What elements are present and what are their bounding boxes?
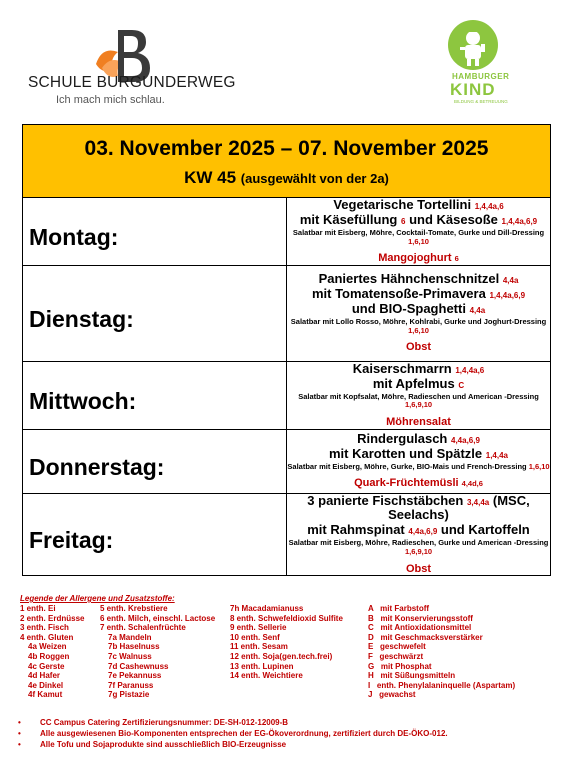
allergen-codes: 1,4,4a,6,9 [489,291,526,301]
salad-bar [287,318,550,335]
dish-line [287,447,550,462]
legend-item: 10 enth. Senf [230,632,280,642]
legend-item: 8 enth. Schwefeldioxid Sulfite [230,613,343,623]
dish-line [287,272,550,287]
dish-text: und Käsesoße [409,211,498,227]
dish-line [287,432,550,447]
legend-item: C mit Antioxidationsmittel [368,623,472,633]
salad-bar [287,229,550,246]
legend-item: 13 enth. Lupinen [230,661,294,671]
dish-line [287,523,550,538]
legend-item: 3 enth. Fisch [20,623,69,633]
legend-item: 9 enth. Sellerie [230,623,287,633]
allergen-codes: 1,6,9,10 [404,546,433,556]
legend-item: 4e Dinkel [28,680,64,690]
legend-item: E geschwefelt [368,642,426,652]
dish-text: 3 panierte Fischstäbchen [307,492,464,508]
legend-col-1 [20,604,84,700]
day-name: Freitag: [23,493,287,576]
kw-note: (ausgewählt von der 2a) [240,170,389,186]
legend-col-3 [230,604,343,681]
dish-text: mit Käsefüllung [299,211,398,227]
allergen-codes: 1,6,10 [408,236,429,246]
note-item: • Alle Tofu und Sojaprodukte sind ausschließlich BIO-Erzeugnisse [40,739,448,750]
legend-item: 7c Walnuss [108,651,152,661]
day-name: Montag: [23,198,287,266]
dessert [287,477,550,490]
dish-text: Kaiserschmarrn [352,360,452,376]
dish-text: mit Rahmspinat [307,522,405,538]
legend-col-4 [368,604,515,700]
legend-item: G mit Phosphat [368,661,432,671]
legend-item: 7g Pistazie [108,690,150,700]
dish-text: Paniertes Hähnchenschnitzel [318,271,500,287]
legend-item: 4c Gerste [28,661,65,671]
salad-text: Salatbar mit Kopfsalat, Möhre, Radieschen und American -Dressing [298,391,539,401]
legend-item: 7a Mandeln [108,632,152,642]
legend-title: Legende der Allergene und Zusatzstoffe: [20,594,175,603]
legend-item: 7e Pekannuss [108,671,162,681]
dessert-text: Obst [405,562,432,575]
day-row [23,361,551,429]
allergen-codes: 4,4a [502,276,519,286]
allergen-codes: 4,4d,6 [461,479,483,489]
day-name: Mittwoch: [23,361,287,429]
allergen-legend [20,594,560,714]
dessert [287,563,550,576]
allergen-codes: 3,4,4a [466,497,490,507]
legend-item: 4 enth. Gluten [20,632,74,642]
brand-line3: BILDUNG & BETREUUNG [454,99,508,104]
legend-item: 4a Weizen [28,642,67,652]
dessert-text: Mangojoghurt [378,252,452,265]
note-item: • Alle ausgewiesenen Bio-Komponenten entsprechen der EG-Ökoverordnung, zertifiziert durch DE-ÖKO-012. [40,728,448,739]
legend-item: F geschwärzt [368,651,424,661]
dessert-text: Obst [405,341,432,354]
legend-item: 2 enth. Erdnüsse [20,613,85,623]
legend-item: 5 enth. Krebstiere [100,604,168,613]
brand-line1: HAMBURGER [452,72,510,81]
legend-item: A mit Farbstoff [368,604,430,613]
allergen-codes: 1,6,9,10 [404,400,433,410]
school-name: SCHULE BURGUNDERWEG [28,74,236,91]
dish-text: Rindergulasch [357,430,448,446]
legend-item: 4b Roggen [28,651,70,661]
salad-bar [287,463,550,472]
dish-text: Vegetarische Tortellini [333,197,472,212]
legend-item: 4f Kamut [28,690,63,700]
legend-item: D mit Geschmacksverstärker [368,632,483,642]
note-item: • CC Campus Catering Zertifizierungsnummer: DE-SH-012-12009-B [40,717,448,728]
legend-item: I enth. Phenylalaninquelle (Aspartam) [368,680,516,690]
dish-text: mit Tomatensoße-Primavera [311,286,486,302]
dessert [287,416,550,429]
day-row [23,198,551,266]
brand-line2: KIND [450,80,496,99]
day-menu [287,361,551,429]
salad-text: Salatbar mit Eisberg, Möhre, Cocktail-Tomate, Gurke und Dill-Dressing [292,227,545,237]
week-number [23,168,550,188]
day-row [23,493,551,576]
dessert [287,341,550,354]
school-logo [28,26,236,106]
dessert-text: Möhrensalat [386,415,451,428]
salad-text: Salatbar mit Eisberg, Möhre, Radieschen, Gurke und American -Dressing [288,538,549,548]
brand-logo [444,20,514,106]
dish-line [287,302,550,317]
day-name: Dienstag: [23,265,287,361]
allergen-codes: 1,6,10 [408,325,429,335]
salad-text: Salatbar mit Lollo Rosso, Möhre, Kohlrabi, Gurke und Joghurt-Dressing [290,317,547,327]
allergen-codes: 1,4,4a,6 [455,365,485,375]
dish-line [287,213,550,228]
dish-line [287,287,550,302]
legend-item: 14 enth. Weichtiere [230,671,303,681]
legend-item: B mit Konservierungsstoff [368,613,473,623]
school-slogan: Ich mach mich schlau. [56,94,165,106]
dish-text: und BIO-Spaghetti [351,301,466,317]
dish-line [287,377,550,392]
salad-bar [287,539,550,556]
legend-item: H mit Süßungsmitteln [368,671,456,681]
dish-text: (MSC, Seelachs) [388,492,530,523]
salad-bar [287,393,550,410]
allergen-codes: 4,4a [469,306,486,316]
day-menu [287,265,551,361]
legend-item: 4d Hafer [28,671,61,681]
legend-item: 7f Paranuss [108,680,154,690]
legend-item: 1 enth. Ei [20,604,56,613]
legend-item: 7b Haselnuss [108,642,160,652]
dish-text: mit Apfelmus [372,375,455,391]
legend-item: 11 enth. Sesam [230,642,288,652]
legend-item: 7h Macadamianuss [230,604,304,613]
day-row [23,265,551,361]
day-menu [287,493,551,576]
allergen-codes: 1,4,4a [485,450,508,460]
day-menu [287,198,551,266]
salad-text: Salatbar mit Eisberg, Möhre, Gurke, BIO-Mais und French-Dressing [287,461,527,471]
day-menu [287,429,551,493]
day-row [23,429,551,493]
legend-item: 12 enth. Soja(gen.tech.frei) [230,651,333,661]
legend-item: 7 enth. Schalenfrüchte [100,623,186,633]
allergen-codes: C [458,380,465,390]
week-dates: 03. November 2025 – 07. November 2025 [84,136,489,160]
menu-table [22,124,551,576]
dish-text: und Kartoffeln [440,522,530,538]
allergen-codes: 1,4,4a,6,9 [501,216,538,226]
kid-mascot-icon [448,20,498,70]
allergen-codes: 1,6,10 [528,461,550,471]
dessert [287,252,550,265]
days-body [23,198,551,576]
allergen-codes: 6 [454,254,459,264]
legend-columns [20,604,560,714]
day-name: Donnerstag: [23,429,287,493]
dish-line [287,494,550,524]
allergen-codes: 6 [400,216,406,226]
legend-item: 6 enth. Milch, einschl. Lactose [100,613,216,623]
allergen-codes: 4,4a,6,9 [451,435,480,445]
dish-line [287,362,550,377]
dish-text: mit Karotten und Spätzle [329,445,483,461]
legend-item: J gewachst [368,690,416,700]
week-header [23,125,551,198]
dish-line [287,198,550,213]
kw-label: KW 45 [184,167,237,187]
certification-notes [40,717,448,750]
legend-col-2 [100,604,215,700]
legend-item: 7d Cashewnuss [108,661,169,671]
allergen-codes: 1,4,4a,6 [474,202,504,211]
dessert-text: Quark-Früchtemüsli [354,477,459,490]
allergen-codes: 4,4a,6,9 [408,527,438,537]
